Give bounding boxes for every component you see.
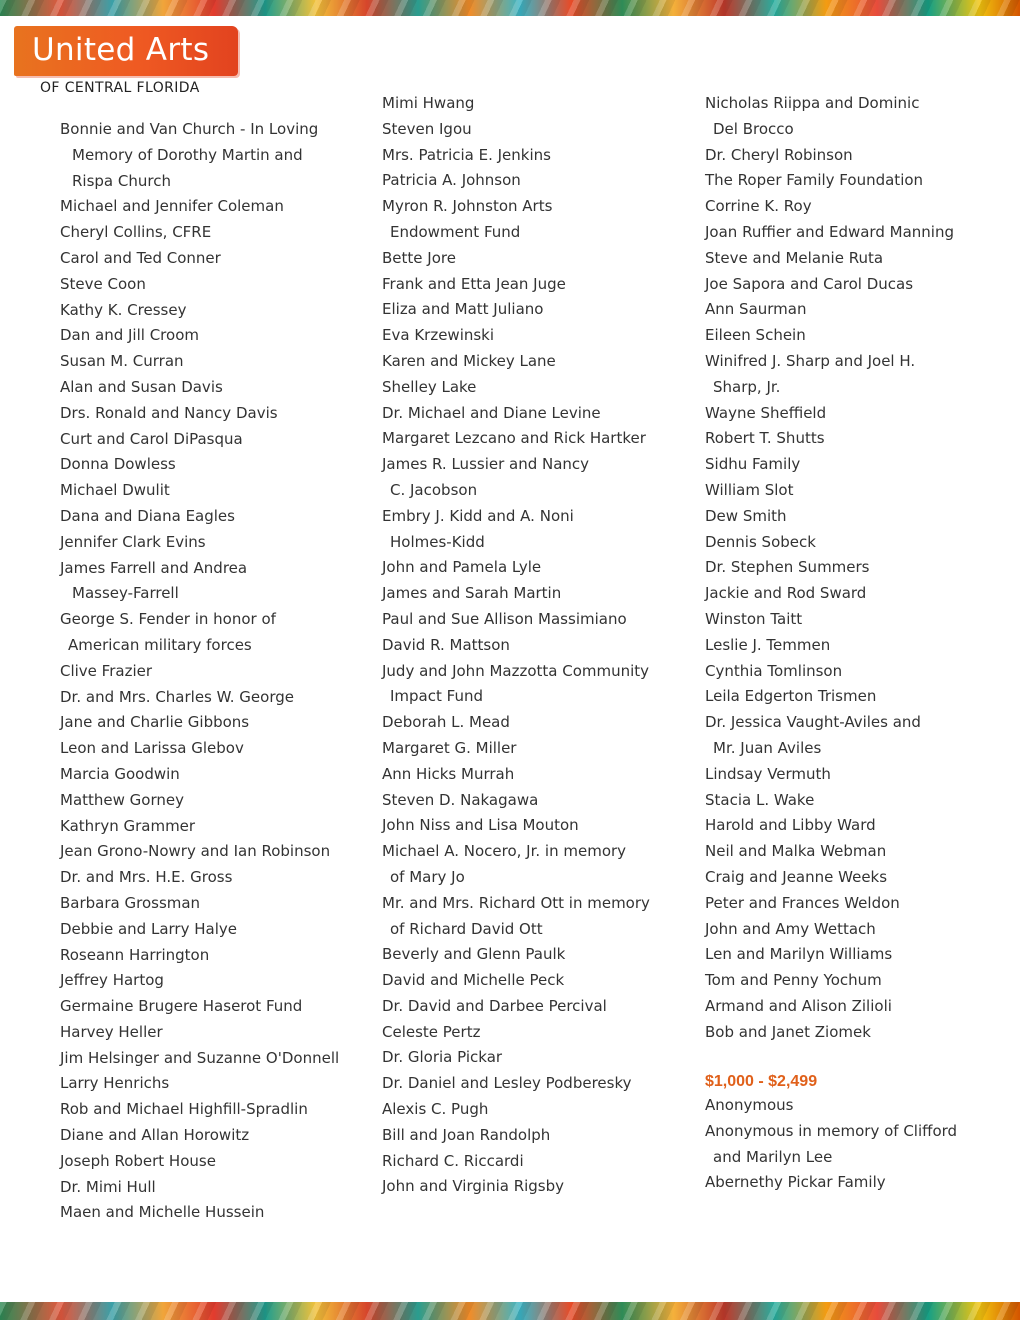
donor-list-item: Joseph Robert House: [60, 1151, 216, 1170]
donor-list-item: Celeste Pertz: [382, 1022, 481, 1041]
donor-list-item: Leon and Larissa Glebov: [60, 739, 244, 758]
donor-list-item: Dr. Stephen Summers: [705, 558, 870, 577]
donor-list-item: Ann Saurman: [705, 300, 807, 319]
donor-list-item: Bette Jore: [382, 248, 456, 267]
donor-list-item: Judy and John Mazzotta Community: [382, 661, 650, 680]
donor-list-item: Sharp, Jr.: [713, 377, 781, 396]
donor-list-item: Bob and Janet Ziomek: [705, 1022, 871, 1041]
donor-list-item: Mr. Juan Aviles: [713, 738, 822, 757]
donor-list-item: Sidhu Family: [705, 455, 801, 474]
donor-list-item: Barbara Grossman: [60, 893, 201, 912]
donor-list-item: Alan and Susan Davis: [60, 377, 223, 396]
donor-list-item: James Farrell and Andrea: [60, 558, 248, 577]
donor-list-item: Leila Edgerton Trismen: [705, 687, 877, 706]
donor-list-item: Dr. and Mrs. Charles W. George: [60, 687, 294, 706]
donor-list-item: C. Jacobson: [390, 480, 478, 499]
donor-list-item: Debbie and Larry Halye: [60, 919, 237, 938]
donor-list-item: Harold and Libby Ward: [705, 816, 876, 835]
donor-list-item: of Richard David Ott: [390, 919, 543, 938]
donor-list-item: Dennis Sobeck: [705, 532, 816, 551]
donor-list-item: Maen and Michelle Hussein: [60, 1203, 265, 1222]
donor-list-item: Rob and Michael Highfill-Spradlin: [60, 1100, 308, 1119]
donor-column-1: [60, 117, 339, 1226]
donor-column-2: [382, 91, 650, 1200]
donor-list-item: Marcia Goodwin: [60, 764, 180, 783]
donor-list-item: Eileen Schein: [705, 326, 806, 345]
donor-list-item: Patricia A. Johnson: [382, 171, 521, 190]
donor-list-item: Jane and Charlie Gibbons: [60, 713, 250, 732]
donor-list-item: Margaret G. Miller: [382, 738, 517, 757]
donor-list-item: Dr. Michael and Diane Levine: [382, 403, 601, 422]
donor-list-item: Rispa Church: [72, 171, 171, 190]
donor-list-item: Jean Grono-Nowry and Ian Robinson: [60, 842, 331, 861]
donor-list-item: Michael Dwulit: [60, 481, 170, 500]
donor-list-item: John Niss and Lisa Mouton: [382, 816, 579, 835]
donor-list-item: Len and Marilyn Williams: [705, 945, 893, 964]
decorative-paint-strip-bottom: [0, 1302, 1020, 1320]
donor-list-item: Winifred J. Sharp and Joel H.: [705, 351, 916, 370]
donor-list-item: Eliza and Matt Juliano: [382, 300, 544, 319]
donor-list-item: of Mary Jo: [390, 867, 465, 886]
donor-list-item: Margaret Lezcano and Rick Hartker: [382, 429, 646, 448]
donor-list-item: Dew Smith: [705, 506, 787, 525]
donor-list-item: Kathy K. Cressey: [60, 300, 187, 319]
donor-list-item: Memory of Dorothy Martin and: [72, 145, 303, 164]
donor-list-item: Matthew Gorney: [60, 790, 184, 809]
donor-list-item: Michael A. Nocero, Jr. in memory: [382, 842, 627, 861]
donor-list-item: Clive Frazier: [60, 661, 153, 680]
donor-list-item: Dr. and Mrs. H.E. Gross: [60, 868, 233, 887]
donor-list-item: Dr. David and Darbee Percival: [382, 996, 607, 1015]
donor-list-item: David and Michelle Peck: [382, 971, 565, 990]
giving-tier-heading: $1,000 - $2,499: [705, 1073, 818, 1090]
donor-list-item: James R. Lussier and Nancy: [382, 455, 590, 474]
donor-list-item: Dr. Daniel and Lesley Podberesky: [382, 1074, 632, 1093]
donor-list-item: Anonymous in memory of Clifford: [705, 1121, 958, 1140]
donor-list-item: American military forces: [68, 635, 252, 654]
logo-subtitle: OF CENTRAL FLORIDA: [40, 80, 200, 96]
donor-list-item: Corrine K. Roy: [705, 197, 812, 216]
donor-list-item: Neil and Malka Webman: [705, 842, 887, 861]
donor-list-item: Robert T. Shutts: [705, 429, 825, 448]
donor-list-item: Alexis C. Pugh: [382, 1100, 489, 1119]
donor-list-item: Harvey Heller: [60, 1022, 163, 1041]
donor-list-item: Deborah L. Mead: [382, 713, 510, 732]
donor-list-item: Bonnie and Van Church - In Loving: [60, 120, 319, 138]
donor-list-item: Lindsay Vermuth: [705, 764, 831, 783]
donor-list-item: William Slot: [705, 480, 794, 499]
donor-list-item: Nicholas Riippa and Dominic: [705, 94, 920, 112]
donor-list-item: Del Brocco: [713, 119, 794, 138]
donor-list-item: Michael and Jennifer Coleman: [60, 197, 284, 216]
donor-list-item: Curt and Carol DiPasqua: [60, 429, 243, 448]
donor-list-item: Jackie and Rod Sward: [705, 584, 867, 603]
united-arts-logo: [14, 26, 242, 98]
logo-title: United Arts: [32, 32, 210, 68]
donor-list-item: Joe Sapora and Carol Ducas: [705, 274, 914, 293]
donor-list-item: Winston Taitt: [705, 609, 803, 628]
donor-list-item: Cynthia Tomlinson: [705, 661, 843, 680]
donor-list-item: Stacia L. Wake: [705, 790, 815, 809]
donor-list-item: Steve and Melanie Ruta: [705, 248, 884, 267]
donor-list-item: Bill and Joan Randolph: [382, 1125, 551, 1144]
donor-list-item: Susan M. Curran: [60, 352, 184, 371]
donor-list-item: Cheryl Collins, CFRE: [60, 223, 212, 242]
donor-list-item: Frank and Etta Jean Juge: [382, 274, 566, 293]
donor-list-item: Anonymous: [705, 1096, 794, 1114]
donor-list-item: Karen and Mickey Lane: [382, 351, 556, 370]
donor-list-item: Mr. and Mrs. Richard Ott in memory: [382, 893, 650, 912]
donor-list-item: Ann Hicks Murrah: [382, 764, 515, 783]
donor-list-item: Leslie J. Temmen: [705, 635, 831, 654]
donor-list-item: Wayne Sheffield: [705, 403, 827, 422]
donor-list-item: Diane and Allan Horowitz: [60, 1126, 250, 1145]
donor-column-3: [705, 91, 954, 1045]
donor-list-item: Massey-Farrell: [72, 584, 179, 603]
donor-list-item: Craig and Jeanne Weeks: [705, 867, 888, 886]
donor-list-item: Mrs. Patricia E. Jenkins: [382, 145, 551, 164]
donor-list-item: Steve Coon: [60, 274, 146, 293]
donor-list-item: Eva Krzewinski: [382, 326, 495, 345]
donor-list-item: Armand and Alison Zilioli: [705, 996, 892, 1015]
donor-column-3-tier-list: [705, 1093, 957, 1196]
donor-list-item: Richard C. Riccardi: [382, 1151, 524, 1170]
donor-list-item: Embry J. Kidd and A. Noni: [382, 506, 574, 525]
donor-list-item: Abernethy Pickar Family: [705, 1173, 886, 1192]
donor-list-item: George S. Fender in honor of: [60, 610, 276, 629]
donor-list-item: Dr. Gloria Pickar: [382, 1048, 503, 1067]
donor-list-item: Holmes-Kidd: [390, 532, 485, 551]
donor-list-item: Jeffrey Hartog: [60, 971, 164, 990]
donor-list-item: Peter and Frances Weldon: [705, 893, 900, 912]
donor-list-item: Jennifer Clark Evins: [60, 532, 206, 551]
donor-list-item: The Roper Family Foundation: [705, 171, 924, 190]
donor-list-item: Mimi Hwang: [382, 94, 475, 112]
donor-list-item: Dr. Jessica Vaught-Aviles and: [705, 713, 921, 732]
donor-list-item: James and Sarah Martin: [382, 584, 562, 603]
donor-list-item: Impact Fund: [390, 687, 483, 706]
donor-list-item: Paul and Sue Allison Massimiano: [382, 609, 627, 628]
donor-list-item: Endowment Fund: [390, 222, 521, 241]
donor-list-item: John and Pamela Lyle: [382, 558, 542, 577]
donor-list-item: Germaine Brugere Haserot Fund: [60, 997, 303, 1016]
decorative-paint-strip-top: [0, 0, 1020, 16]
donor-list-item: Roseann Harrington: [60, 945, 210, 964]
donor-list-item: Dan and Jill Croom: [60, 326, 199, 345]
donor-list-item: Larry Henrichs: [60, 1074, 170, 1093]
donor-list-item: Donna Dowless: [60, 455, 176, 474]
donor-list-item: Kathryn Grammer: [60, 816, 196, 835]
donor-list-item: Joan Ruffier and Edward Manning: [705, 222, 954, 241]
donor-list-item: Drs. Ronald and Nancy Davis: [60, 403, 278, 422]
donor-list-item: John and Virginia Rigsby: [382, 1177, 565, 1196]
donor-list-item: and Marilyn Lee: [713, 1147, 833, 1166]
donor-list-item: David R. Mattson: [382, 635, 510, 654]
donor-list-item: Tom and Penny Yochum: [705, 971, 882, 990]
donor-list-item: John and Amy Wettach: [705, 919, 876, 938]
donor-list-item: Myron R. Johnston Arts: [382, 197, 553, 216]
donor-list-item: Shelley Lake: [382, 377, 477, 396]
donor-list-item: Steven Igou: [382, 119, 472, 138]
donor-list-item: Steven D. Nakagawa: [382, 790, 539, 809]
donor-list-item: Dana and Diana Eagles: [60, 506, 235, 525]
donor-list-item: Jim Helsinger and Suzanne O'Donnell: [60, 1048, 340, 1067]
donor-list-item: Dr. Cheryl Robinson: [705, 145, 853, 164]
donor-list-item: Dr. Mimi Hull: [60, 1177, 156, 1196]
donor-list-item: Carol and Ted Conner: [60, 248, 221, 267]
donor-list-item: Beverly and Glenn Paulk: [382, 945, 566, 964]
